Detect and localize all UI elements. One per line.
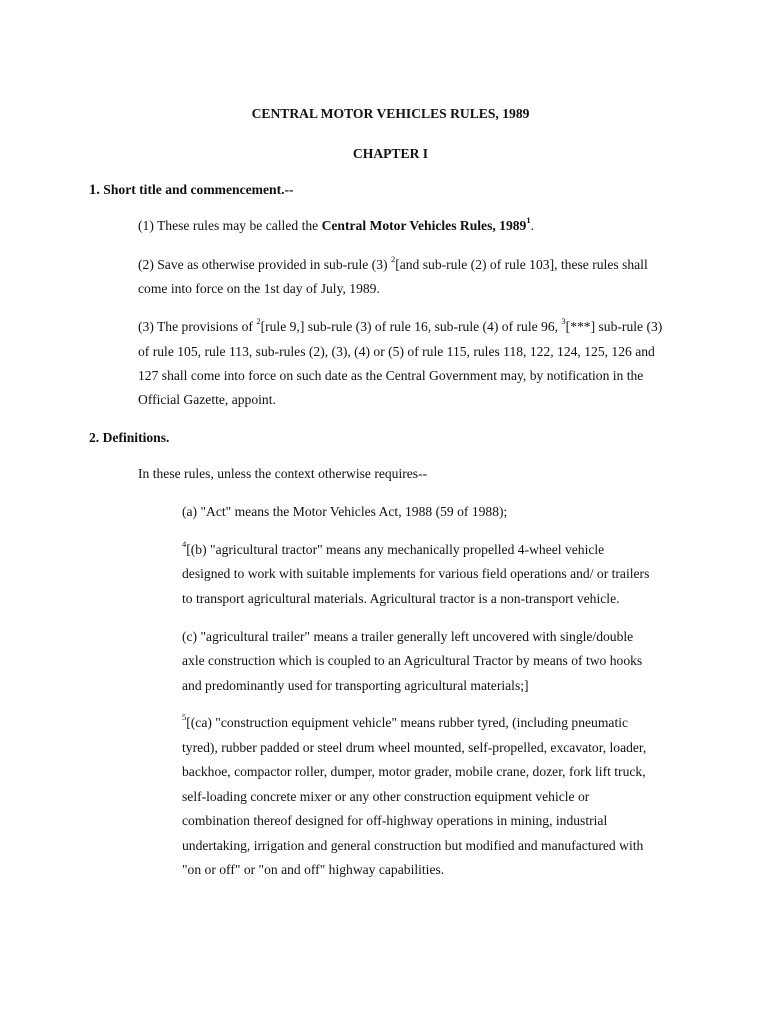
rule-1-2-line-1 xyxy=(138,254,648,273)
definition-ca-text: [(ca) "construction equipment vehicle" means rubber tyred, (including pneumatic xyxy=(186,715,629,730)
definition-ca-line-6: undertaking, irrigation and general construction but modified and manufactured with xyxy=(182,838,644,853)
rule-1-1-period: . xyxy=(530,218,535,233)
definition-b-line-3: to transport agricultural materials. Agricultural tractor is a non-transport vehicle. xyxy=(182,591,620,606)
rule-1-3-line-3: 127 shall come into force on such date as the Central Government may, by notification in the xyxy=(138,368,644,383)
definition-b-line-2: designed to work with suitable implements for various field operations and/ or trailers xyxy=(182,566,650,581)
section-1-heading-text: Short title and commencement.-- xyxy=(103,182,294,197)
rule-1-3-line-1 xyxy=(138,316,663,335)
definitions-intro: In these rules, unless the context otherwise requires-- xyxy=(138,466,428,481)
rule-name-bold: Central Motor Vehicles Rules, 1989 xyxy=(321,218,527,233)
footnote-marker-2b[interactable]: 2 xyxy=(256,316,261,327)
section-1-heading xyxy=(89,182,294,198)
definition-b-text: [(b) "agricultural tractor" means any mechanically propelled 4-wheel vehicle xyxy=(186,542,605,557)
definition-b-line-1 xyxy=(182,539,605,558)
definition-c-line-2: axle construction which is coupled to an Agricultural Tractor by means of two hooks xyxy=(182,653,643,668)
section-1-number: 1. xyxy=(89,182,100,198)
footnote-marker-1[interactable]: 1 xyxy=(526,215,531,226)
definition-c-line-1: (c) "agricultural trailer" means a trailer generally left uncovered with single/double xyxy=(182,629,634,644)
footnote-marker-3[interactable]: 3 xyxy=(561,316,566,327)
rule-1-1-text: (1) These rules may be called the xyxy=(138,218,322,233)
definition-a: (a) "Act" means the Motor Vehicles Act, 1988 (59 of 1988); xyxy=(182,504,508,519)
definition-ca-line-3: backhoe, compactor roller, dumper, motor grader, mobile crane, dozer, fork lift truck, xyxy=(182,764,646,779)
rule-1-3-line-4: Official Gazette, appoint. xyxy=(138,392,276,407)
definition-c-line-3: and predominantly used for transporting agricultural materials;] xyxy=(182,678,529,693)
footnote-marker-4[interactable]: 4 xyxy=(182,539,187,550)
rule-1-2-line-2: come into force on the 1st day of July, 1989. xyxy=(138,281,380,296)
footnote-marker-2[interactable]: 2 xyxy=(390,254,396,265)
footnote-marker-5[interactable]: 5 xyxy=(182,712,187,723)
section-2-heading: 2. Definitions. xyxy=(89,430,170,445)
definition-ca-line-2: tyred), rubber padded or steel drum wheel mounted, self-propelled, excavator, loader, xyxy=(182,740,647,755)
chapter-heading: CHAPTER I xyxy=(352,146,429,161)
definition-ca-line-5: combination thereof designed for off-highway operations in mining, industrial xyxy=(182,813,608,828)
definition-ca-line-1 xyxy=(182,712,629,731)
rule-1-3-text: (3) The provisions of xyxy=(138,319,257,334)
rule-1-2-text-rest: [and sub-rule (2) of rule 103], these rules shall xyxy=(395,257,648,272)
definition-ca-line-4: self-loading concrete mixer or any other construction equipment vehicle or xyxy=(182,789,590,804)
rule-1-3-text-rest: [***] sub-rule (3) xyxy=(565,319,663,334)
rule-1-1 xyxy=(138,215,535,234)
rule-1-2-text: (2) Save as otherwise provided in sub-rule (3) xyxy=(138,257,391,272)
rule-1-3-line-2: of rule 105, rule 113, sub-rules (2), (3), (4) or (5) of rule 115, rules 118, 122, 124, 125, 126 and xyxy=(138,344,655,359)
definition-ca-line-7: "on or off" or "on and off" highway capabilities. xyxy=(182,862,445,877)
document-title: CENTRAL MOTOR VEHICLES RULES, 1989 xyxy=(251,106,530,121)
rule-1-3-text-mid: [rule 9,] sub-rule (3) of rule 16, sub-rule (4) of rule 96, xyxy=(260,319,562,334)
